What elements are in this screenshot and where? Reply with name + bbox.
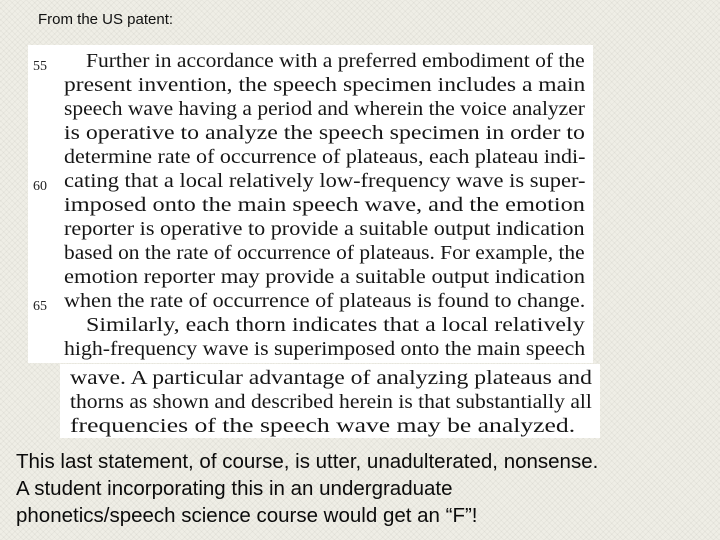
patent-excerpt-block-1 [28,45,593,363]
commentary [16,448,706,529]
commentary-line: A student incorporating this in an undergraduate [16,477,453,500]
excerpt-line: speech wave having a period and wherein the voice analyzer [64,98,585,120]
excerpt-line: present invention, the speech specimen includes a main [64,74,586,96]
excerpt-line: high-frequency wave is superimposed onto the main speech [64,338,586,360]
excerpt-line: Further in accordance with a preferred embodiment of the [86,50,585,72]
caption: From the US patent: [38,11,174,28]
commentary-line: This last statement, of course, is utter, unadulterated, nonsense. [16,450,599,473]
excerpt-line: based on the rate of occurrence of plateaus. For example, the [64,242,585,264]
commentary-line: phonetics/speech science course would get an “F”! [16,504,478,527]
excerpt-line: determine rate of occurrence of plateaus, each plateau indi- [64,146,586,168]
excerpt-line: is operative to analyze the speech specimen in order to [64,122,585,144]
excerpt-line: Similarly, each thorn indicates that a local relatively [86,314,585,336]
excerpt-line: wave. A particular advantage of analyzing plateaus and [70,367,592,389]
line-number-60: 60 [33,179,47,194]
excerpt-line: frequencies of the speech wave may be analyzed. [70,415,576,437]
line-number-55: 55 [33,59,47,74]
excerpt-line: imposed onto the main speech wave, and the emotion [64,194,585,216]
patent-excerpt-block-2 [60,364,600,438]
excerpt-line: cating that a local relatively low-frequency wave is super- [64,170,586,192]
excerpt-line: reporter is operative to provide a suitable output indication [64,218,585,240]
excerpt-line: thorns as shown and described herein is that substantially all [70,391,592,413]
excerpt-line: when the rate of occurrence of plateaus is found to change. [64,290,586,312]
line-number-65: 65 [33,299,47,314]
excerpt-line: emotion reporter may provide a suitable output indication [64,266,586,288]
